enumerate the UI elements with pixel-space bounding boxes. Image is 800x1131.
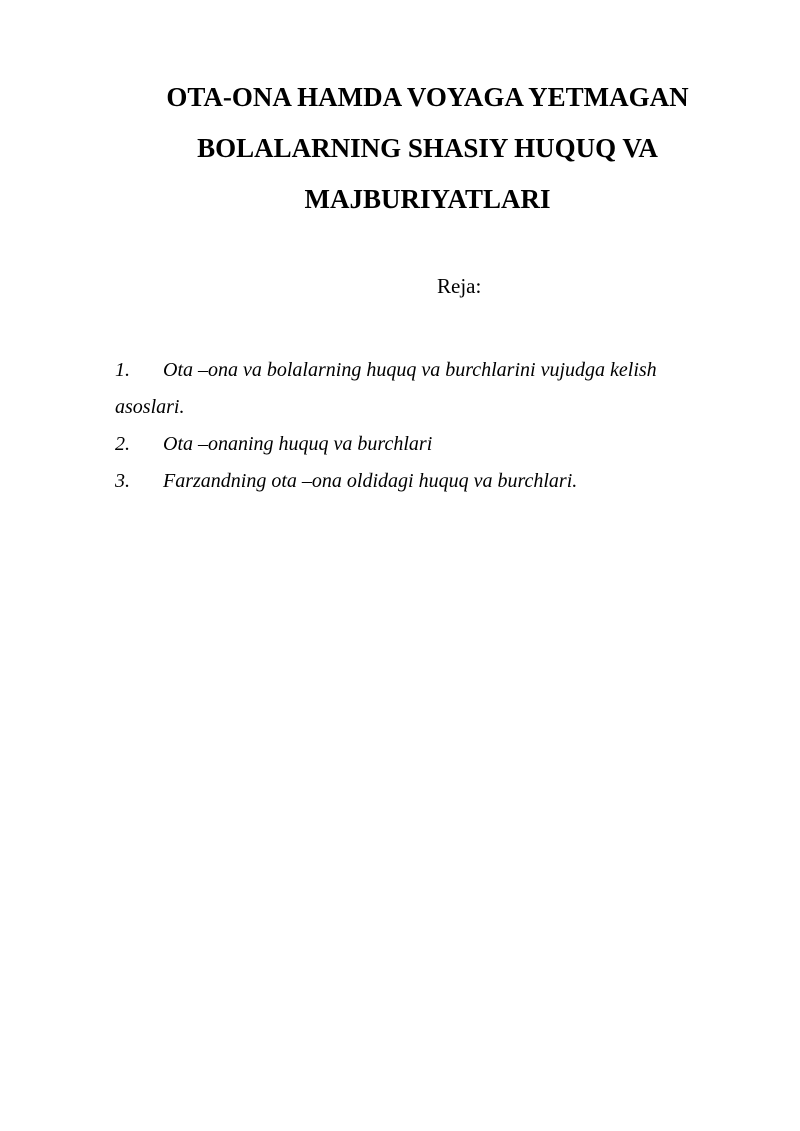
plan-item-number: 2. bbox=[115, 433, 130, 455]
plan-item-continuation bbox=[115, 389, 715, 426]
plan-item-number: 1. bbox=[115, 359, 130, 381]
plan-item-number: 3. bbox=[115, 470, 130, 492]
plan-item bbox=[115, 426, 715, 463]
plan-item-text: Ota –ona va bolalarning huquq va burchlarini vujudga kelish bbox=[163, 359, 657, 381]
plan-item-text: Ota –onaning huquq va burchlari bbox=[163, 433, 433, 455]
document-title bbox=[110, 72, 745, 225]
plan-item-text: Farzandning ota –ona oldidagi huquq va burchlari. bbox=[163, 470, 578, 492]
plan-item bbox=[115, 352, 715, 389]
plan-list bbox=[115, 352, 715, 500]
plan-item bbox=[115, 463, 715, 500]
title-line: MAJBURIYATLARI bbox=[304, 184, 551, 214]
plan-item-continuation-text: asoslari. bbox=[115, 396, 185, 418]
title-line: OTA-ONA HAMDA VOYAGA YETMAGAN bbox=[166, 82, 689, 112]
title-line: BOLALARNING SHASIY HUQUQ VA bbox=[197, 133, 658, 163]
plan-heading: Reja: bbox=[437, 274, 482, 298]
